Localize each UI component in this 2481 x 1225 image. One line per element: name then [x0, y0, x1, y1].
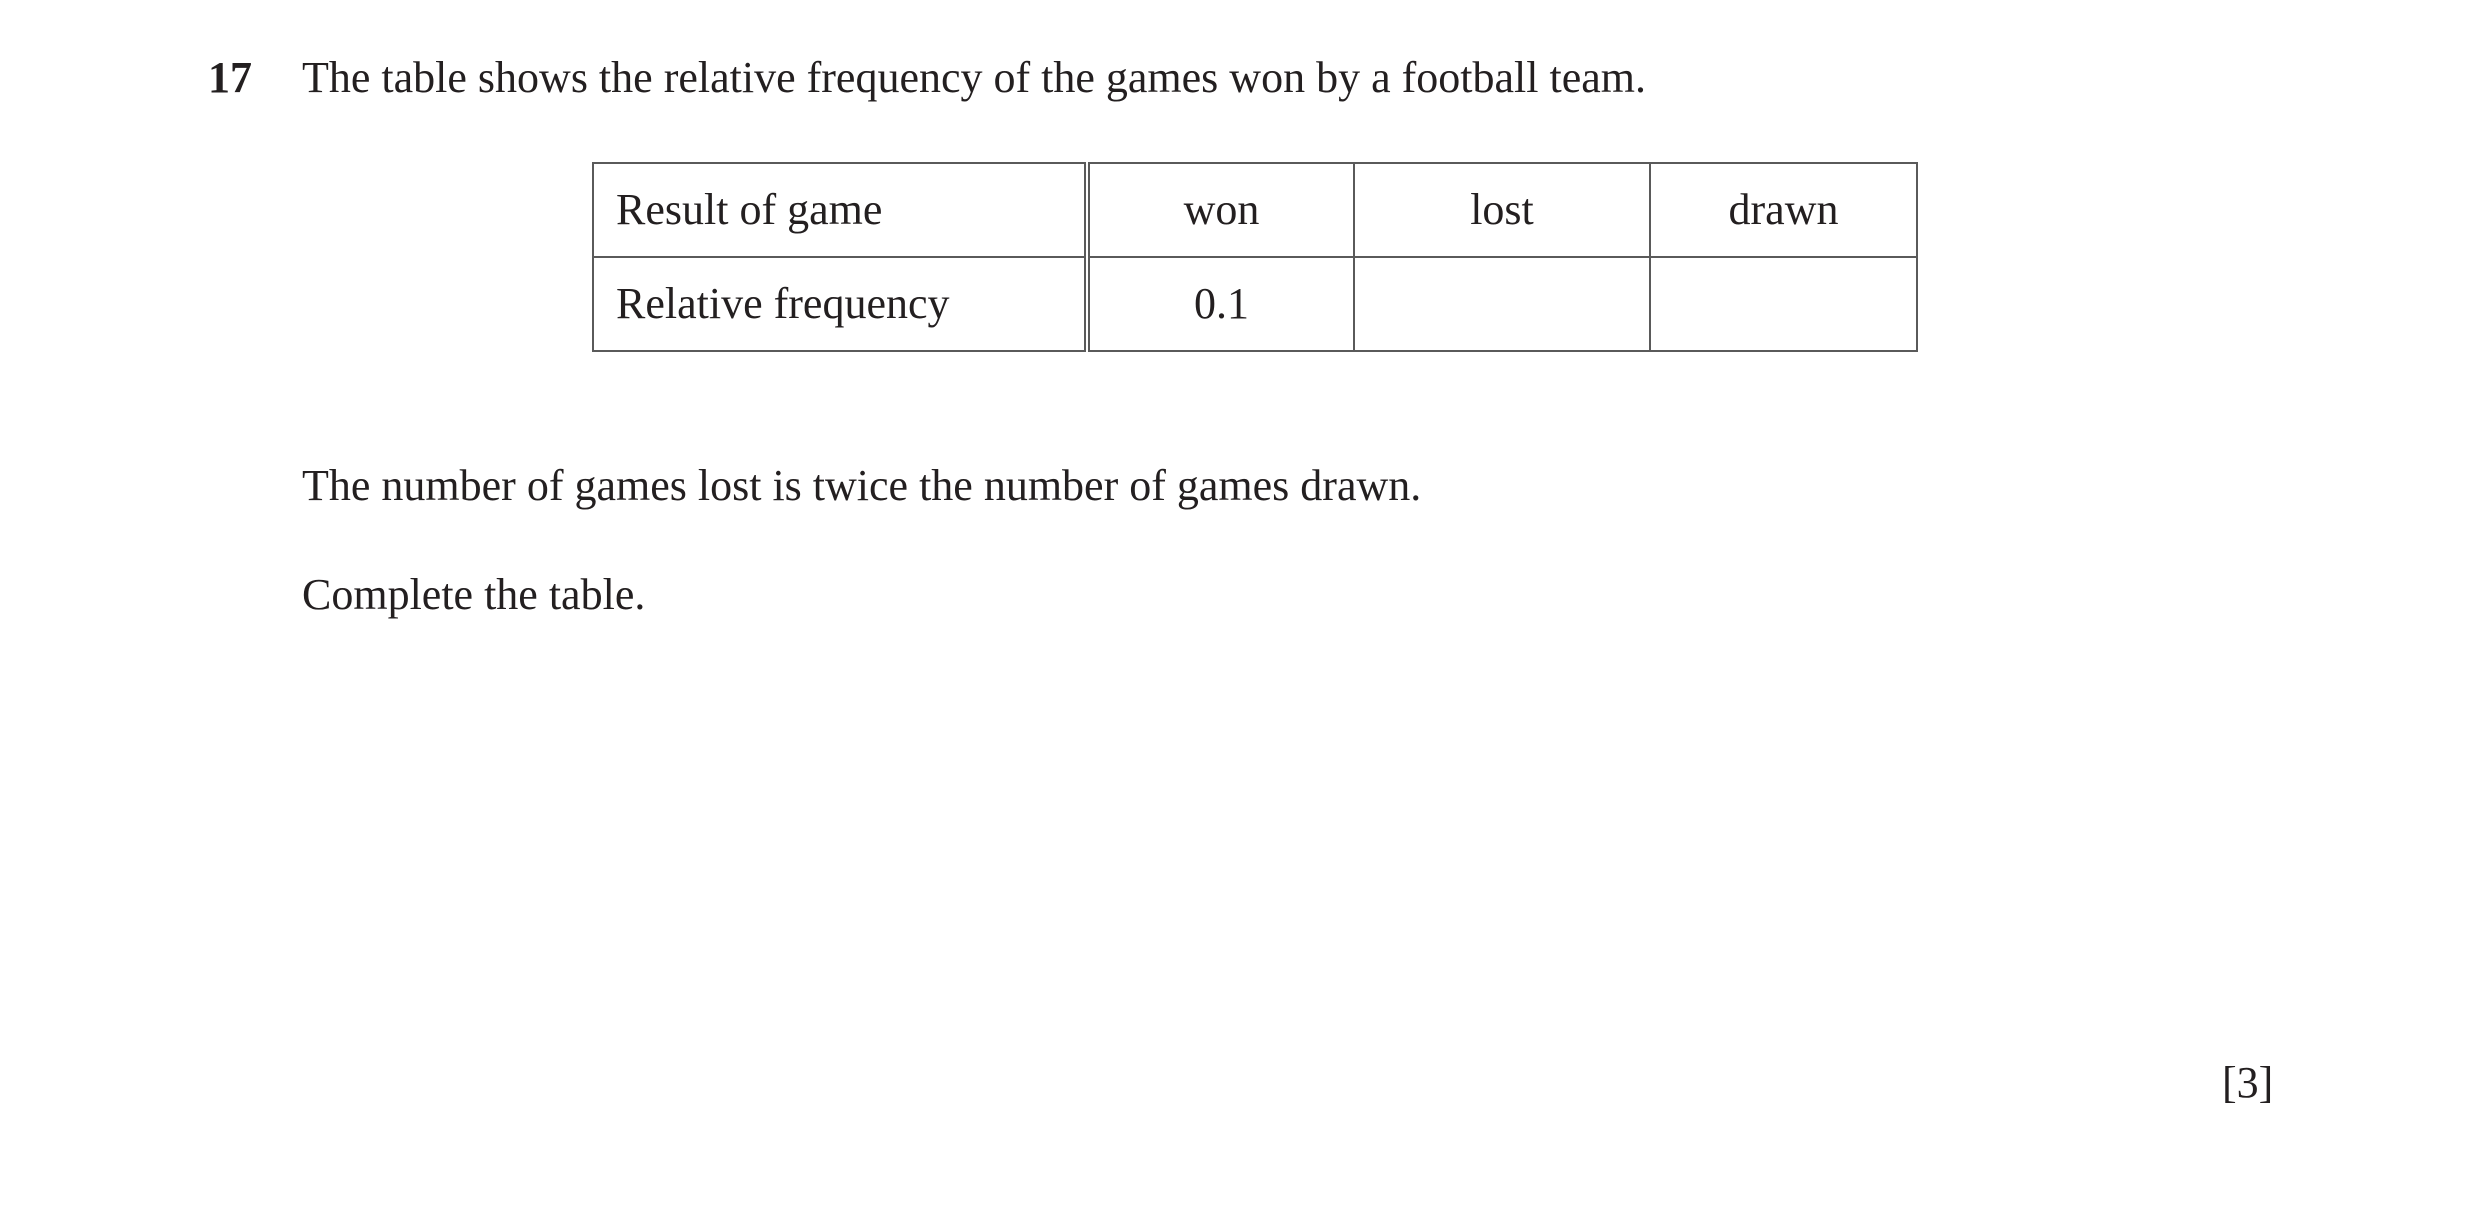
marks-label: [3] [2222, 1058, 2274, 1107]
table-row-label: Relative frequency [593, 257, 1087, 351]
table-header-row [593, 163, 1917, 257]
table-cell-won: 0.1 [1087, 257, 1354, 351]
table-header-label: Result of game [593, 163, 1087, 257]
question-intro: The table shows the relative frequency of the games won by a football team. [302, 53, 1646, 102]
table-header-lost: lost [1354, 163, 1650, 257]
table-row [593, 257, 1917, 351]
question-number: 17 [208, 53, 252, 102]
question-condition: The number of games lost is twice the number of games drawn. [302, 461, 1422, 510]
question-instruction: Complete the table. [302, 570, 646, 619]
table-header-drawn: drawn [1650, 163, 1917, 257]
relative-frequency-table [592, 162, 1918, 352]
table-cell-drawn-answer[interactable] [1650, 257, 1917, 351]
table-header-won: won [1087, 163, 1354, 257]
table-cell-lost-answer[interactable] [1354, 257, 1650, 351]
